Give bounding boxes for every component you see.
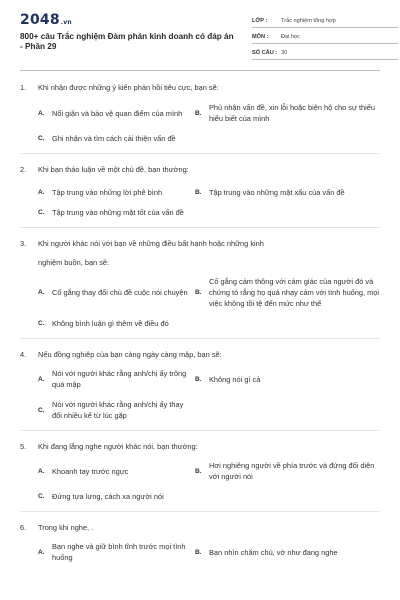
site-logo[interactable]: 2048.vn (20, 12, 72, 28)
option-text: Bạn nghe và giữ bình tĩnh trước mọi tình huống (52, 542, 186, 562)
option-text: Cố gắng thay đổi chủ đề cuộc nói chuyện (52, 288, 188, 297)
option-text: Phủ nhận vấn đề, xin lỗi hoặc biện hộ cho sự thiếu hiểu biết của mình (209, 103, 376, 123)
question-divider (20, 227, 380, 228)
answer-option-c[interactable] (20, 318, 382, 329)
answer-option-a[interactable] (20, 287, 195, 298)
meta-label: MÔN : (252, 34, 269, 40)
question-number: 4. (20, 350, 27, 359)
option-text: Bạn nhìn chăm chú, vờ như đang nghe (209, 547, 338, 557)
question-item (20, 164, 382, 228)
answer-option-b[interactable] (195, 374, 382, 385)
meta-label: SỐ CÂU : (252, 50, 278, 56)
meta-row-subject (252, 28, 398, 44)
option-letter: B. (195, 548, 202, 556)
quiz-meta (252, 12, 398, 60)
question-text: Khi bạn thảo luận về một chủ đề, bạn thường: (38, 165, 189, 174)
option-text: Không nói gì cả (209, 374, 261, 384)
option-text: Tập trung vào những lời phê bình (52, 188, 163, 197)
answer-option-a[interactable] (20, 108, 195, 119)
option-letter: A. (38, 109, 45, 117)
question-number: 1. (20, 83, 27, 92)
question-text: Khi nhận được những ý kiến phản hồi tiêu cực, bạn sẽ: (38, 83, 219, 92)
question-text-continued: nghiệm buồn, bạn sẽ: (38, 258, 110, 267)
answer-option-b[interactable] (195, 187, 382, 198)
option-letter: A. (38, 467, 45, 475)
option-letter: A. (38, 548, 45, 556)
option-text: Đứng tựa lưng, cách xa người nói (52, 492, 164, 501)
option-text: Cố gắng cảm thông với cảm giác của người đó và chứng tỏ rằng họ quá nhạy cảm với tình huống, mọi việc không tồi tệ đến mức như thế (209, 277, 380, 308)
answer-option-c[interactable] (20, 399, 195, 421)
page-title: 800+ câu Trắc nghiệm Đàm phán kinh doanh có đáp án - Phần 29 (20, 32, 234, 51)
question-number: 2. (20, 165, 27, 174)
option-letter: C. (38, 135, 45, 142)
question-item (20, 238, 382, 339)
option-letter: B. (195, 289, 202, 296)
option-letter: A. (38, 289, 45, 296)
option-text: Khoanh tay trước ngực (52, 466, 129, 476)
option-text: Không bình luận gì thêm về điều đó (52, 319, 169, 328)
question-text: Trong khi nghe, . (38, 523, 94, 532)
option-letter: B. (195, 189, 202, 196)
option-letter: A. (38, 189, 45, 196)
question-item (20, 522, 382, 563)
header-divider (20, 70, 380, 71)
question-item (20, 349, 382, 431)
answer-option-a[interactable] (20, 368, 195, 390)
meta-value: 30 (281, 50, 288, 56)
question-divider (20, 153, 380, 154)
option-letter: C. (38, 406, 45, 414)
meta-row-class (252, 12, 398, 28)
question-list (20, 78, 382, 573)
option-letter: C. (38, 320, 45, 327)
answer-option-a[interactable] (20, 541, 195, 563)
question-item (20, 441, 382, 512)
answer-option-a[interactable] (20, 187, 195, 198)
question-item (20, 82, 382, 154)
option-text: Tập trung vào những mặt xấu của vấn đề (209, 188, 345, 197)
option-text: Tập trung vào những mặt tốt của vấn đề (52, 208, 184, 217)
question-text: Nếu đồng nghiệp của bạn càng ngày càng mập, bạn sẽ: (38, 350, 222, 359)
meta-row-count (252, 44, 398, 60)
answer-option-a[interactable] (20, 466, 195, 477)
option-letter: A. (38, 375, 45, 383)
meta-value: Trắc nghiệm tổng hợp (281, 18, 336, 24)
answer-option-b[interactable] (195, 460, 382, 482)
meta-label: LỚP : (252, 18, 268, 24)
option-letter: C. (38, 493, 45, 500)
option-text: Ghi nhận và tìm cách cải thiện vấn đề (52, 134, 176, 143)
option-letter: C. (38, 209, 45, 216)
question-number: 5. (20, 442, 27, 451)
answer-option-b[interactable] (195, 547, 382, 558)
question-text: Khi đang lắng nghe người khác nói, bạn thường: (38, 442, 198, 451)
option-text: Nói với người khác rằng anh/chị ấy thay đổi nhiều kể từ lúc gặp (52, 400, 184, 420)
option-text: Nói với người khác rằng anh/chị ấy trông quá mập (52, 369, 187, 389)
question-divider (20, 511, 380, 512)
answer-option-b[interactable] (195, 276, 382, 309)
question-number: 6. (20, 523, 27, 532)
meta-value: Đại học (281, 34, 300, 40)
answer-option-c[interactable] (20, 133, 382, 144)
question-divider (20, 338, 380, 339)
question-number: 3. (20, 239, 27, 248)
answer-option-c[interactable] (20, 207, 382, 218)
option-letter: B. (195, 467, 202, 475)
question-divider (20, 430, 380, 431)
answer-option-b[interactable] (195, 102, 382, 124)
option-letter: B. (195, 375, 202, 383)
option-text: Nổi giận và bảo vệ quan điểm của mình (52, 108, 183, 118)
question-text: Khi người khác nói với bạn về những điều bất hạnh hoặc những kinh (38, 239, 264, 248)
answer-option-c[interactable] (20, 491, 382, 502)
page-header (20, 12, 380, 64)
option-text: Hơi nghiêng người về phía trước và đứng đối diện với người nói (209, 461, 375, 481)
option-letter: B. (195, 109, 202, 117)
